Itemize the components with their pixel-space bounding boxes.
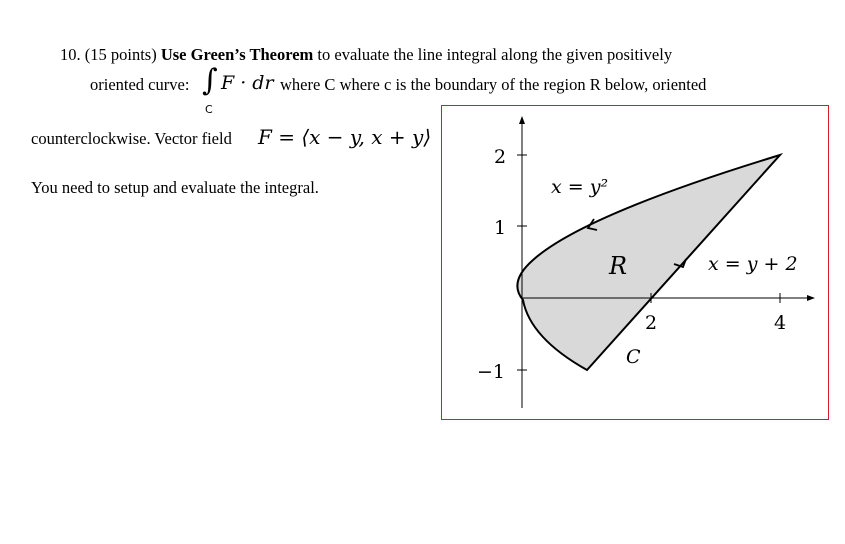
integrand: F · dr (221, 72, 274, 94)
y-tick-label-neg1: −1 (477, 361, 506, 383)
x-tick-label-4: 4 (774, 312, 787, 334)
problem-line-3-lead: counterclockwise. Vector field (31, 129, 232, 148)
problem-line-2-rest: where C where c is the boundary of the region R below, oriented (280, 75, 707, 94)
parabola-label: x = y² (551, 176, 609, 198)
problem-points: (15 points) (84, 45, 157, 64)
line-label: x = y + 2 (708, 253, 798, 275)
problem-line-2-lead: oriented curve: (90, 75, 190, 94)
x-axis-arrow (807, 295, 815, 301)
x-tick-label-2: 2 (645, 312, 658, 334)
greens-theorem-phrase: Use Green’s Theorem (160, 45, 314, 64)
instruction: You need to setup and evaluate the integral. (31, 178, 319, 197)
y-axis-arrow (519, 116, 525, 124)
y-tick-label-2: 2 (494, 146, 507, 168)
integral-sign: ∫ (202, 63, 218, 98)
vector-field: F = ⟨x − y, x + y⟩ (258, 125, 432, 149)
problem-number: 10. (60, 45, 81, 64)
y-tick-label-1: 1 (494, 217, 507, 239)
curve-label: C (626, 346, 641, 368)
region-label: R (609, 252, 628, 280)
integral-subscript: C (205, 103, 213, 116)
problem-line-1-rest: to evaluate the line integral along the given positively (317, 45, 673, 64)
